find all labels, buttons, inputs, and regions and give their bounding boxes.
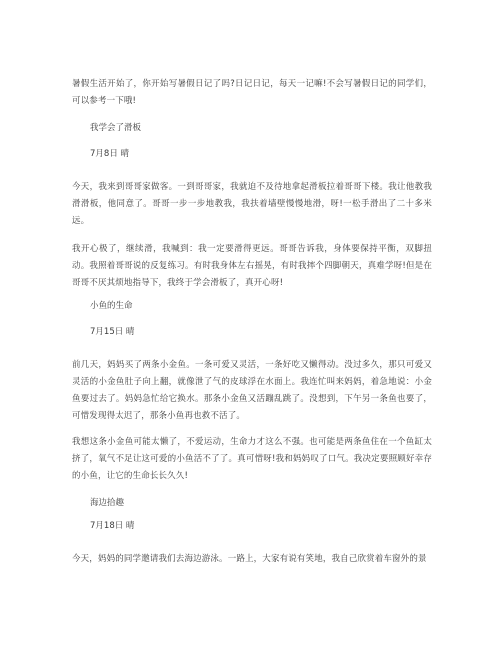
entry-title: 海边拾趣: [90, 498, 125, 508]
entry-date: 7月8日 晴: [90, 149, 130, 159]
entry-paragraph: 我开心极了，继续滑，我喊到：我一定要滑得更远。哥哥告诉我，身体要保持平衡，双脚扭动。我照着哥哥说的反复练习。有时我身体左右摇晃，有时我摔个四脚朝天，真难学呀!但是在哥哥不厌其烦地指导下，我终于学会滑板了，真开心呀!: [72, 244, 432, 288]
entry-date: 7月15日 晴: [90, 327, 135, 337]
intro-paragraph: 暑假生活开始了，你开始写暑假日记了吗?日记日记，每天一记嘛!不会写暑假日记的同学们，可以参考一下哦!: [72, 79, 432, 106]
entry-paragraph: 前几天，妈妈买了两条小金鱼。一条可爱又灵活，一条好吃又懒得动。没过多久，那只可爱又灵活的小金鱼肚子向上翻，就像泄了气的皮球浮在水面上。我连忙叫来妈妈，着急地说：小金鱼要过去了。妈妈急忙给它换水。那条小金鱼又活蹦乱跳了。没想到，下午另一条鱼也要了，可惜发现得太迟了，那条小鱼再也救不活了。: [72, 360, 432, 421]
entry-paragraph: 今天，我来到哥哥家做客。一到哥哥家，我就迫不及待地拿起滑板拉着哥哥下楼。我让他教我滑滑板，他同意了。哥哥一步一步地教我，我扶着墙壁慢慢地滑，呀!一松手滑出了二十多米远。: [72, 182, 432, 226]
entry-title: 小鱼的生命: [90, 301, 133, 311]
entry-paragraph: 我想这条小金鱼可能太懒了，不爱运动，生命力才这么不强。也可能是两条鱼住在一个鱼缸太挤了，氧气不足让这可爱的小鱼活不了了。真可惜呀!我和妈妈叹了口气。我决定要照顾好幸存的小鱼，让它的生命长长久久!: [72, 437, 432, 481]
entry-date: 7月18日 晴: [90, 521, 135, 531]
entry-title: 我学会了滑板: [90, 123, 142, 133]
entry-paragraph: 今天，妈妈的同学邀请我们去海边游泳。一路上，大家有说有笑地，我自己欣赏着车窗外的景: [72, 554, 427, 564]
